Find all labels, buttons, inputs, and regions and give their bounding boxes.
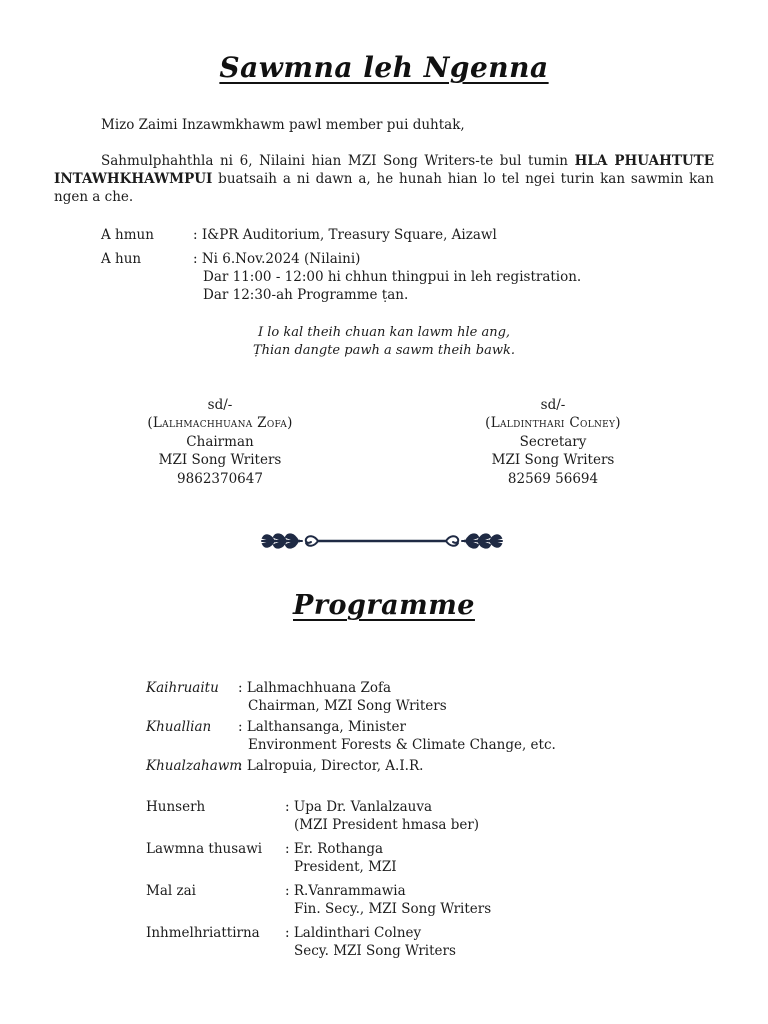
programme-item-label: Inhmelhriattirna	[146, 925, 260, 941]
page-title: Sawmna leh Ngenna	[219, 51, 549, 84]
programme-item-label: Lawmna thusawi	[146, 841, 263, 857]
official-label: Khuallian	[146, 719, 212, 735]
salutation: Mizo Zaimi Inzawmkhawm pawl member pui duhtak,	[101, 117, 465, 133]
invitation-note-line1: I lo kal theih chuan kan lawm hle ang,	[257, 325, 511, 340]
signatory-phone: 9862370647	[177, 470, 263, 487]
programme-title: Programme	[293, 590, 475, 621]
invitation-note-line2: Ṭhian dangte pawh a sawm theih bawk.	[252, 343, 516, 358]
signatory-name: (Lalhmachhuana Zofa)	[147, 415, 293, 432]
programme-item-person: : Er. Rothanga	[285, 841, 384, 857]
venue-label: A hmun	[101, 227, 154, 243]
signatory-name: (Laldinthari Colney)	[485, 415, 621, 432]
programme-item-person: : R.Vanrammawia	[285, 883, 406, 899]
programme-item-person: : Upa Dr. Vanlalzauva	[285, 799, 433, 815]
signatory-org: MZI Song Writers	[158, 452, 282, 469]
official-label: Kaihruaitu	[146, 680, 219, 696]
programme-item-detail: Secy. MZI Song Writers	[294, 943, 456, 959]
signature-mark: sd/-	[540, 397, 566, 413]
programme-item-detail: President, MZI	[294, 859, 397, 875]
official-title: Environment Forests & Climate Change, etc.	[248, 737, 556, 753]
ornamental-divider-icon	[258, 528, 506, 554]
official-label: Khualzahawm	[146, 758, 243, 774]
intro-paragraph	[54, 152, 714, 206]
time-registration: Dar 11:00 - 12:00 hi chhun thingpui in leh registration.	[203, 269, 582, 285]
event-name: HLA PHUAHTUTE INTAWHKHAWMPUI	[54, 153, 714, 187]
signatory-role: Chairman	[186, 433, 254, 450]
signatory-secretary	[423, 396, 683, 488]
signatory-chairman	[90, 396, 350, 488]
official-title: Chairman, MZI Song Writers	[248, 698, 447, 714]
official-name: : Lalropuia, Director, A.I.R.	[238, 758, 424, 774]
programme-item-label: Mal zai	[146, 883, 196, 899]
time-label: A hun	[101, 251, 142, 267]
signature-mark: sd/-	[207, 397, 233, 413]
intro-text-end: buatsaih a ni dawn a, he hunah hian lo tel ngei turin kan sawmin kan ngen a che.	[54, 171, 714, 205]
programme-item-detail: (MZI President hmasa ber)	[294, 817, 480, 833]
signatory-role: Secretary	[519, 433, 587, 450]
time-date: : Ni 6.Nov.2024 (Nilaini)	[193, 251, 361, 267]
programme-item-detail: Fin. Secy., MZI Song Writers	[294, 901, 492, 917]
venue-value: : I&PR Auditorium, Treasury Square, Aizawl	[193, 227, 497, 243]
programme-item-person: : Laldinthari Colney	[285, 925, 422, 941]
time-programme-start: Dar 12:30-ah Programme ṭan.	[203, 287, 409, 303]
signatory-phone: 82569 56694	[507, 470, 599, 487]
signatory-org: MZI Song Writers	[491, 452, 615, 469]
official-name: : Lalthansanga, Minister	[238, 719, 406, 735]
official-name: : Lalhmachhuana Zofa	[238, 680, 391, 696]
intro-text-start: Sahmulphahthla ni 6, Nilaini hian MZI Song Writers-te bul tumin	[101, 153, 575, 169]
programme-item-label: Hunserh	[146, 799, 206, 815]
